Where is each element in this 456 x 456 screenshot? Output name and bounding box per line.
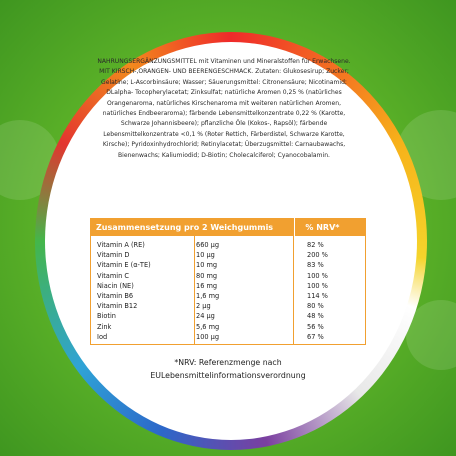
- nutrient-nrv: 100 %: [307, 281, 328, 290]
- table-row: [91, 281, 365, 291]
- nutrient-name: Vitamin C: [97, 271, 129, 280]
- nutrient-amount: 24 µg: [196, 312, 215, 321]
- nutrition-table: [90, 218, 366, 345]
- nutrient-nrv: 48 %: [307, 312, 324, 321]
- nutrient-amount: 10 µg: [196, 251, 215, 260]
- nutrient-nrv: 56 %: [307, 322, 324, 331]
- table-body: [90, 236, 366, 345]
- nutrient-nrv: 200 %: [307, 251, 328, 260]
- nutrient-name: Vitamin D: [97, 251, 130, 260]
- nutrient-amount: 5,6 mg: [196, 322, 220, 331]
- nutrient-nrv: 114 %: [307, 292, 328, 301]
- table-row: [91, 311, 365, 321]
- nutrient-name: Vitamin A (RE): [97, 241, 145, 250]
- nutrient-amount: 16 mg: [196, 281, 218, 290]
- table-row: [91, 271, 365, 281]
- nutrient-nrv: 82 %: [307, 241, 324, 250]
- nutrient-name: Zink: [97, 322, 112, 331]
- table-row: [91, 260, 365, 270]
- table-row: [91, 240, 365, 250]
- table-row: [91, 250, 365, 260]
- nutrient-name: Vitamin B6: [97, 292, 134, 301]
- table-header: [90, 218, 366, 236]
- nutrient-amount: 2 µg: [196, 302, 211, 311]
- header-composition: Zusammensetzung pro 2 Weichgummis: [96, 222, 274, 232]
- table-row: [91, 322, 365, 332]
- nutrient-name: Iod: [97, 332, 108, 341]
- footnote-line: *NRV: Referenzmenge nach: [174, 358, 282, 367]
- header-nrv: % NRV*: [294, 218, 366, 236]
- nutrient-amount: 1,6 mg: [196, 292, 220, 301]
- nutrient-name: Biotin: [97, 312, 116, 321]
- footnote-line: EULebensmittelinformationsverordnung: [150, 371, 306, 380]
- nutrient-amount: 80 mg: [196, 271, 218, 280]
- nutrient-nrv: 80 %: [307, 302, 324, 311]
- nutrient-nrv: 100 %: [307, 271, 328, 280]
- table-row: [91, 291, 365, 301]
- table-row: [91, 332, 365, 342]
- ingredients-text: NAHRUNGSERGÄNZUNGSMITTEL mit Vitaminen und Mineralstoffen für Erwachsene. MIT KIRSCH-,ORANGEN- UND BEERENGESCHMACK. Zutaten: Glukosesirup; Zucker; Gelatine; L-Ascorbinsäure; Wasser; Säuerungsmittel: Citronensäure; Nicotinamid; DLalpha- Tocopherylacetat; Zinksulfat; natürliche Aromen 0,25 % (natürliches Orangenaroma, natürliches Kirschenaroma mit weiteren natürlichen Aromen, natürliches Endbeeraroma); färbende Lebensmittelkonzentrate 0,22 % (Karotte, Schwarze Johannisbeere); pflanzliche Öle (Kokos-, Rapsöl); färbende Lebensmittelkonzentrate <0,1 % (Roter Rettich, Färberdistel, Schwarze Karotte, Kirsche); Pyridoxinhydrochlorid; Retinylacetat; Überzugsmittel: Carnaubawachs, Bienenwachs; Kaliumiodid; D-Biotin; Cholecalciferol; Cyanocobalamin.: [97, 58, 351, 159]
- nutrient-amount: 100 µg: [196, 332, 220, 341]
- table-row: [91, 301, 365, 311]
- nutrient-nrv: 83 %: [307, 261, 324, 270]
- nutrient-amount: 10 mg: [196, 261, 218, 270]
- nutrient-name: Niacin (NE): [97, 281, 134, 290]
- nutrient-nrv: 67 %: [307, 332, 324, 341]
- nutrient-name: Vitamin E (α-TE): [97, 261, 151, 270]
- nrv-footnote: [90, 356, 366, 382]
- nutrient-name: Vitamin B12: [97, 302, 138, 311]
- nutrient-amount: 660 µg: [196, 241, 220, 250]
